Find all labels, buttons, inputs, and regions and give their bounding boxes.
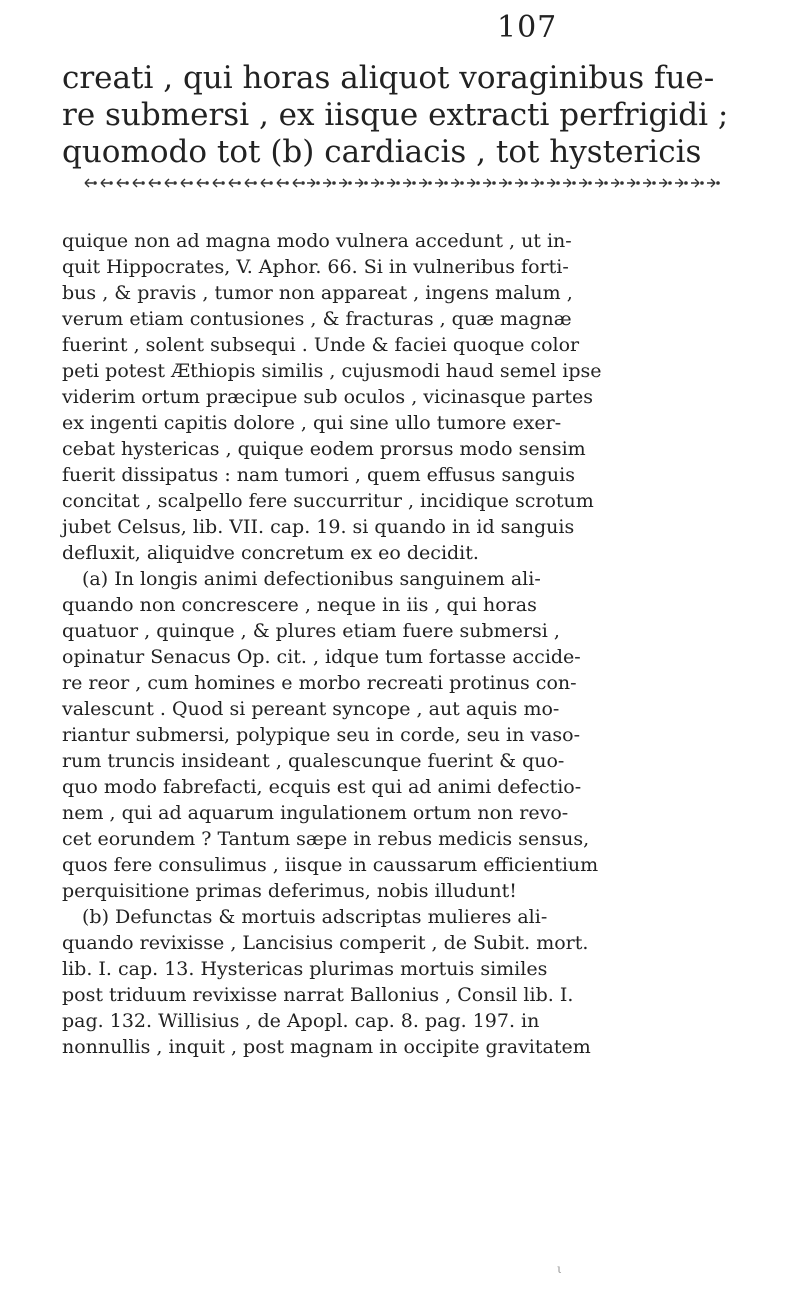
footnote-line: lib. I. cap. 13. Hystericas plurimas mortuis similes <box>62 958 548 980</box>
ornament-dot <box>669 182 671 184</box>
ornament-dot <box>349 182 351 184</box>
ornament-fleuron <box>181 179 189 187</box>
ornament-dot <box>333 182 335 184</box>
ornament-dot <box>429 182 431 184</box>
ornament-fleuron <box>277 179 285 187</box>
ornament-fleuron <box>197 179 205 187</box>
ornament-fleuron <box>547 179 555 187</box>
ornament-dot <box>206 182 208 184</box>
ornament-dot <box>685 182 687 184</box>
footnote-line: verum etiam contusiones , & fracturas , quæ magnæ <box>62 308 572 330</box>
ornament-fleuron <box>531 179 539 187</box>
ornament-fleuron <box>339 179 347 187</box>
footnote-line: fuerit dissipatus : nam tumori , quem effusus sanguis <box>62 464 575 486</box>
ornament-fleuron <box>563 179 571 187</box>
page-number: 107 <box>497 10 558 45</box>
ornament-fleuron <box>229 179 237 187</box>
ornament-fleuron <box>691 179 699 187</box>
footnote-line: ex ingenti capitis dolore , qui sine ullo tumore exer- <box>62 412 562 434</box>
ornament-dot <box>557 182 559 184</box>
footnote-line: quando non concrescere , neque in iis , qui horas <box>62 594 537 616</box>
ornament-fleuron <box>483 179 491 187</box>
ornament-fleuron <box>675 179 683 187</box>
ornament-dot <box>717 182 719 184</box>
ornament-fleuron <box>293 179 301 187</box>
ornament-dot <box>190 182 192 184</box>
ornament-fleuron <box>387 179 395 187</box>
ornament-fleuron <box>355 179 363 187</box>
footnote-line: fuerint , solent subsequi . Unde & faciei quoque color <box>62 334 580 356</box>
ornament-dot <box>637 182 639 184</box>
ornament-dot <box>365 182 367 184</box>
footnote-line: jubet Celsus, lib. VII. cap. 19. si quando in id sanguis <box>62 516 575 538</box>
ornament-fleuron <box>435 179 443 187</box>
ornament-fleuron <box>323 179 331 187</box>
ornament-dot <box>238 182 240 184</box>
footnote-line: nem , qui ad aquarum ingulationem ortum non revo- <box>62 802 569 824</box>
ornament-dot <box>653 182 655 184</box>
ornament-dot <box>302 182 304 184</box>
ornament-fleuron <box>611 179 619 187</box>
ornament-dot <box>701 182 703 184</box>
ornament-fleuron <box>261 179 269 187</box>
ornament-fleuron <box>627 179 635 187</box>
footnote-line: pag. 132. Willisius , de Apopl. cap. 8. pag. 197. in <box>62 1010 540 1032</box>
ornament-dot <box>397 182 399 184</box>
ornament-fleuron <box>595 179 603 187</box>
footnote-line: cet eorundem ? Tantum sæpe in rebus medicis sensus, <box>62 828 590 850</box>
footnote-line: perquisitione primas deferimus, nobis illudunt! <box>62 880 517 902</box>
footnote-line: rum truncis insideant , qualescunque fuerint & quo- <box>62 750 565 772</box>
ornament-dot <box>222 182 224 184</box>
ornament-dot <box>142 182 144 184</box>
footnotes-block <box>62 228 737 1060</box>
ornament-dot <box>110 182 112 184</box>
ornament-fleuron <box>707 179 715 187</box>
footnote-line: valescunt . Quod si pereant syncope , aut aquis mo- <box>62 698 560 720</box>
footnote-line: quando revixisse , Lancisius comperit , de Subit. mort. <box>62 932 589 954</box>
ornament-fleuron <box>419 179 427 187</box>
ornament-dot <box>158 182 160 184</box>
ornament-dot <box>126 182 128 184</box>
footnote-line: post triduum revixisse narrat Ballonius , Consil lib. I. <box>62 984 574 1006</box>
footnote-line: (b) Defunctas & mortuis adscriptas mulieres ali- <box>82 906 548 928</box>
ornament-dot <box>445 182 447 184</box>
ornament-fleuron <box>307 179 315 187</box>
ornament-dot <box>413 182 415 184</box>
ornament-dot <box>381 182 383 184</box>
ornament-dot <box>286 182 288 184</box>
ornament-dot <box>254 182 256 184</box>
ornament-fleuron <box>117 179 125 187</box>
ornament-fleuron <box>101 179 109 187</box>
ornament-dot <box>605 182 607 184</box>
ornament-fleuron <box>165 179 173 187</box>
ornament-dot <box>174 182 176 184</box>
ornament-dot <box>477 182 479 184</box>
ornament-fleuron <box>643 179 651 187</box>
ornament-fleuron <box>579 179 587 187</box>
ornament-fleuron <box>499 179 507 187</box>
ornament-fleuron <box>149 179 157 187</box>
ornament-dot <box>493 182 495 184</box>
ornament-dot <box>573 182 575 184</box>
ornament-dot <box>589 182 591 184</box>
ornament-dot <box>317 182 319 184</box>
footnote-line: defluxit, aliquidve concretum ex eo decidit. <box>62 542 479 564</box>
footnote-line: peti potest Æthiopis similis , cujusmodi haud semel ipse <box>62 360 602 382</box>
ornament-dot <box>525 182 527 184</box>
footnote-line: re reor , cum homines e morbo recreati protinus con- <box>62 672 577 694</box>
ornament-fleuron <box>467 179 475 187</box>
footnote-line: quatuor , quinque , & plures etiam fuere submersi , <box>62 620 560 642</box>
ornament-dot <box>509 182 511 184</box>
ornament-fleuron <box>245 179 253 187</box>
main-text-line: quomodo tot (b) cardiacis , tot hystericis <box>62 134 702 170</box>
ornament-fleuron <box>403 179 411 187</box>
ornament-fleuron <box>659 179 667 187</box>
ornament-fleuron <box>371 179 379 187</box>
decorative-divider <box>80 176 720 190</box>
footnote-line: nonnullis , inquit , post magnam in occipite gravitatem <box>62 1036 591 1058</box>
footnote-line: quos fere consulimus , iisque in caussarum efficientium <box>62 854 599 876</box>
main-text-block <box>62 60 742 171</box>
main-text-line: re submersi , ex iisque extracti perfrigidi ; <box>62 97 729 133</box>
ornament-dot <box>621 182 623 184</box>
ornament-dot <box>461 182 463 184</box>
footnote-line: quit Hippocrates, V. Aphor. 66. Si in vulneribus forti- <box>62 256 569 278</box>
footnote-line: concitat , scalpello fere succurritur , incidique scrotum <box>62 490 594 512</box>
ornament-fleuron <box>85 179 93 187</box>
ornament-fleuron <box>133 179 141 187</box>
footnote-line: quique non ad magna modo vulnera accedunt , ut in- <box>62 230 572 252</box>
ornament-dot <box>94 182 96 184</box>
footnote-line: quo modo fabrefacti, ecquis est qui ad animi defectio- <box>62 776 582 798</box>
footnote-line: bus , & pravis , tumor non appareat , ingens malum , <box>62 282 573 304</box>
footnote-line: cebat hystericas , quique eodem prorsus modo sensim <box>62 438 586 460</box>
ornament-fleuron <box>515 179 523 187</box>
footnote-line: riantur submersi, polypique seu in corde, seu in vaso- <box>62 724 581 746</box>
ornament-dot <box>270 182 272 184</box>
ornament-dot <box>541 182 543 184</box>
footnote-line: (a) In longis animi defectionibus sanguinem ali- <box>82 568 541 590</box>
stray-mark: ι <box>557 1262 562 1276</box>
ornament-fleuron <box>451 179 459 187</box>
footnote-line: opinatur Senacus Op. cit. , idque tum fortasse accide- <box>62 646 581 668</box>
footnote-line: viderim ortum præcipue sub oculos , vicinasque partes <box>62 386 594 408</box>
main-text-line: creati , qui horas aliquot voraginibus fue- <box>62 60 715 96</box>
ornament-fleuron <box>213 179 221 187</box>
